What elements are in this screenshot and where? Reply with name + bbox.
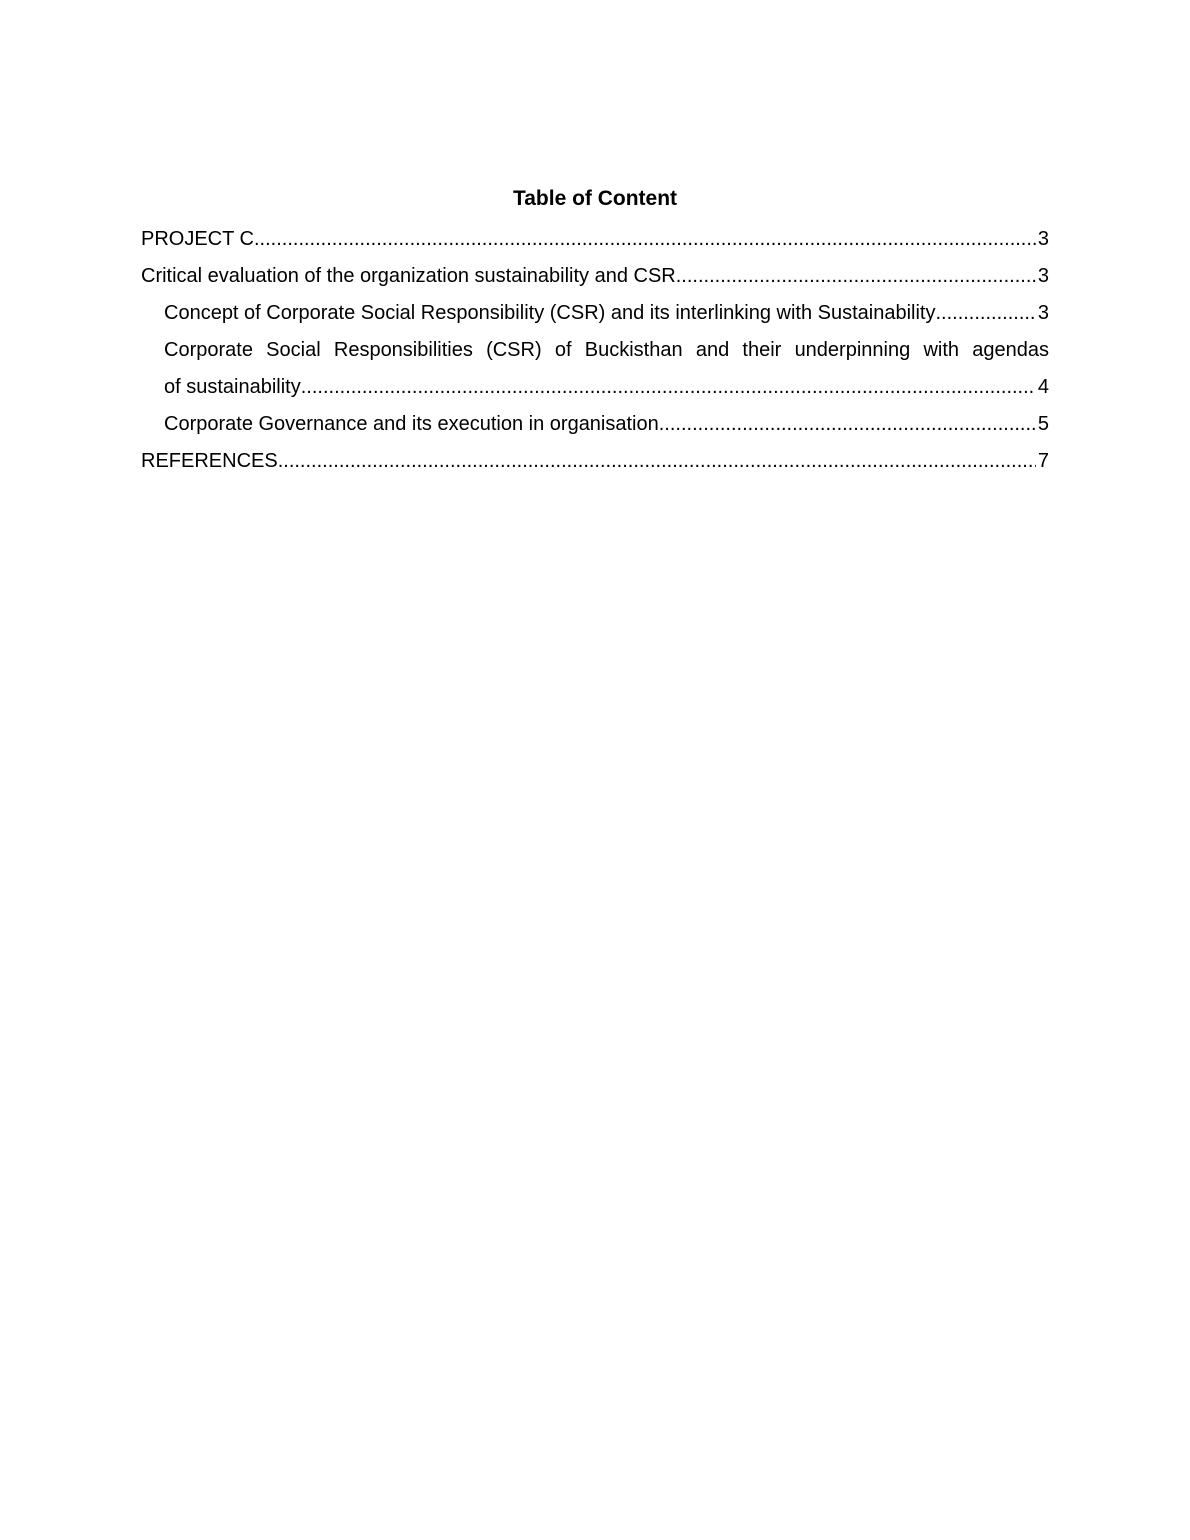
toc-entry[interactable] bbox=[141, 258, 1049, 295]
toc-page-number: 3 bbox=[1037, 302, 1049, 324]
toc-entry-text: Corporate Social Responsibilities (CSR) of Buckisthan and their underpinning with agendas bbox=[164, 339, 1049, 361]
toc-page-number: 3 bbox=[1037, 265, 1049, 287]
toc-entry-text: Concept of Corporate Social Responsibility (CSR) and its interlinking with Sustainability bbox=[164, 302, 936, 324]
toc-page-number: 5 bbox=[1037, 413, 1049, 435]
toc-dot-leader bbox=[301, 369, 1036, 406]
toc-entry-wrapped-second-line[interactable] bbox=[141, 369, 1049, 406]
toc-dot-leader bbox=[935, 295, 1035, 332]
toc-entry-wrapped-first-line[interactable] bbox=[141, 332, 1049, 369]
toc-page-number: 3 bbox=[1037, 228, 1049, 250]
toc-entry-text: Corporate Governance and its execution in organisation bbox=[164, 413, 659, 435]
toc-dot-leader bbox=[254, 221, 1036, 258]
toc-dot-leader bbox=[676, 258, 1036, 295]
toc-entry-text: PROJECT C bbox=[141, 228, 254, 250]
toc-entry[interactable] bbox=[141, 406, 1049, 443]
toc-dot-leader bbox=[278, 443, 1036, 480]
toc-page-number: 4 bbox=[1037, 376, 1049, 398]
toc-entry[interactable] bbox=[141, 295, 1049, 332]
toc-dot-leader bbox=[659, 406, 1036, 443]
toc-entry[interactable] bbox=[141, 443, 1049, 480]
toc-title: Table of Content bbox=[512, 187, 678, 210]
table-of-contents bbox=[141, 184, 1049, 480]
toc-entry-text: of sustainability bbox=[164, 376, 301, 398]
toc-entry[interactable] bbox=[141, 221, 1049, 258]
toc-entry-text: Critical evaluation of the organization sustainability and CSR bbox=[141, 265, 676, 287]
toc-entry-text: REFERENCES bbox=[141, 450, 278, 472]
toc-page-number: 7 bbox=[1037, 450, 1049, 472]
